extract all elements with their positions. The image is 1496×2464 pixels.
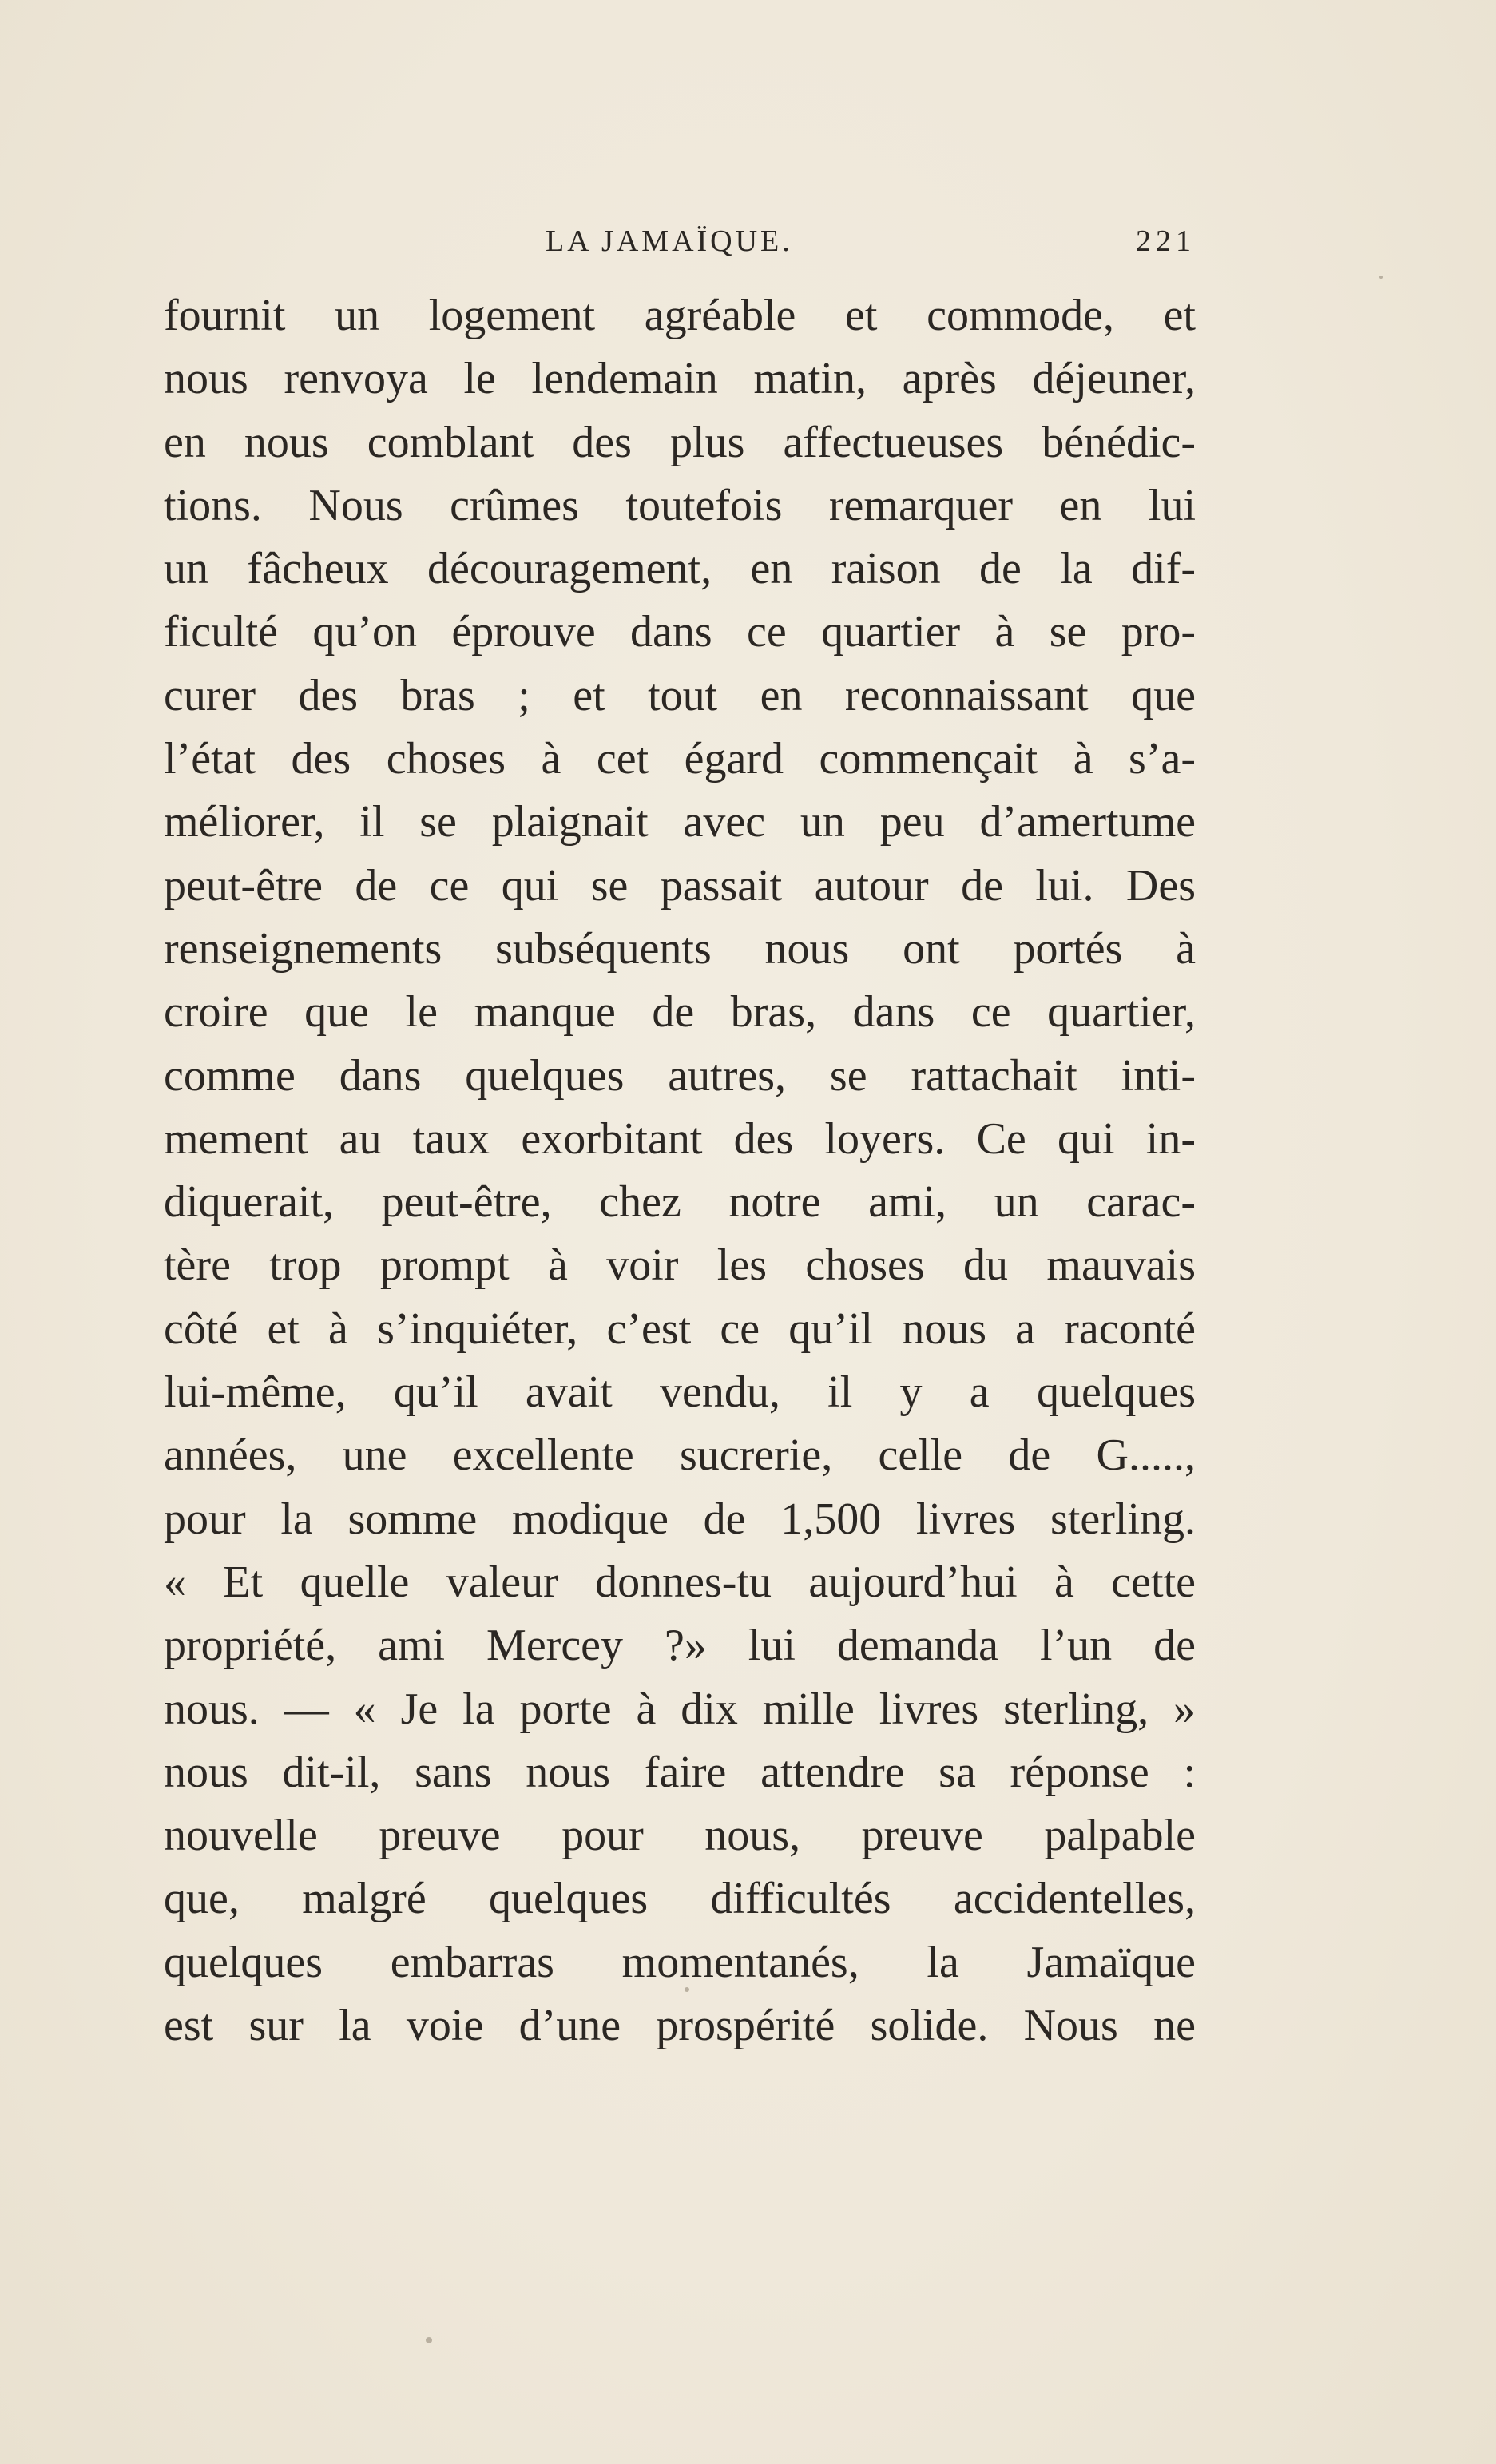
text-line: méliorer, il se plaignait avec un peu d’amertume [164,797,1196,847]
text-line: côté et à s’inquiéter, c’est ce qu’il nous a raconté [164,1303,1196,1354]
text-line: diquerait, peut-être, chez notre ami, un carac- [164,1177,1196,1228]
paper-speck [1379,276,1383,279]
text-line: mement au taux exorbitant des loyers. Ce qui in- [164,1113,1196,1164]
text-line: tère trop prompt à voir les choses du mauvais [164,1240,1196,1291]
text-line: ficulté qu’on éprouve dans ce quartier à se pro- [164,607,1196,657]
running-title: LA JAMAÏQUE. [546,224,793,258]
text-line: nous renvoya le lendemain matin, après déjeuner, [164,354,1196,404]
text-line: croire que le manque de bras, dans ce quartier, [164,987,1196,1038]
text-line: quelques embarras momentanés, la Jamaïque [164,1937,1196,1987]
text-line: tions. Nous crûmes toutefois remarquer en lui [164,480,1196,530]
text-line: est sur la voie d’une prospérité solide. Nous ne [164,2001,1196,2051]
text-line: curer des bras ; et tout en reconnaissant que [164,670,1196,720]
text-line: renseignements subséquents nous ont portés à [164,923,1196,974]
text-line: nous. — « Je la porte à dix mille livres sterling, » [164,1684,1196,1734]
text-line: années, une excellente sucrerie, celle de G....., [164,1430,1196,1481]
text-line: l’état des choses à cet égard commençait à s’a- [164,734,1196,784]
page-header [164,224,1196,272]
text-line: propriété, ami Mercey ?» lui demanda l’un de [164,1621,1196,1671]
text-line: nous dit-il, sans nous faire attendre sa réponse : [164,1747,1196,1797]
text-line: comme dans quelques autres, se rattachait inti- [164,1050,1196,1101]
text-line: peut-être de ce qui se passait autour de lui. Des [164,860,1196,911]
text-line: en nous comblant des plus affectueuses bénédic- [164,417,1196,467]
body-text [164,284,1196,2057]
paper-speck [685,1987,689,1992]
paper-speck [426,2337,432,2343]
text-line: fournit un logement agréable et commode, et [164,291,1196,340]
text-line: lui-même, qu’il avait vendu, il y a quelques [164,1367,1196,1418]
page-number: 221 [1136,224,1196,258]
text-line: un fâcheux découragement, en raison de la dif- [164,544,1196,594]
text-line: que, malgré quelques difficultés accidentelles, [164,1874,1196,1924]
text-line: « Et quelle valeur donnes-tu aujourd’hui à cette [164,1557,1196,1607]
text-line: nouvelle preuve pour nous, preuve palpable [164,1811,1196,1861]
text-line: pour la somme modique de 1,500 livres sterling. [164,1494,1196,1544]
